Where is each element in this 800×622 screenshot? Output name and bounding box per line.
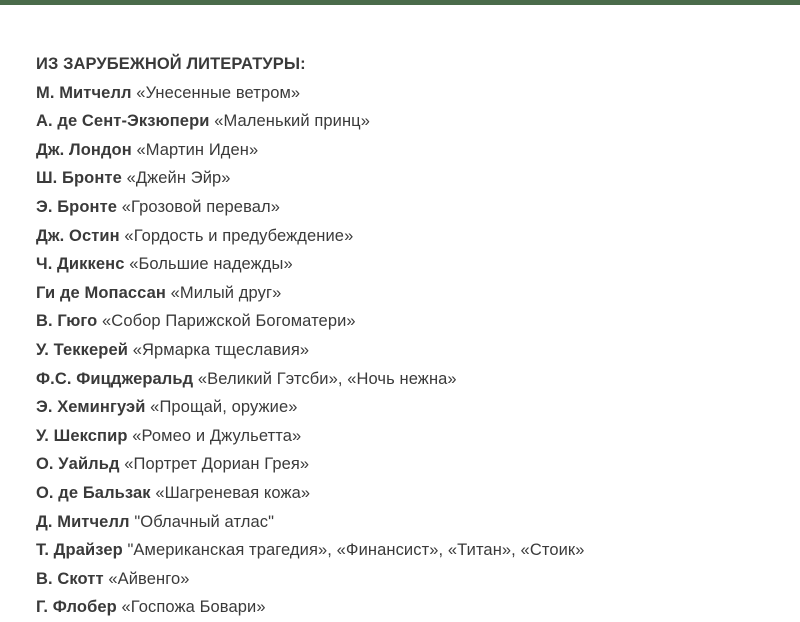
book-title: «Госпожа Бовари»	[121, 598, 266, 617]
book-title: «Джейн Эйр»	[126, 169, 231, 188]
author-name: В. Гюго	[36, 312, 98, 331]
author-name: А. де Сент-Экзюпери	[36, 112, 210, 131]
list-item	[36, 479, 780, 508]
list-item	[36, 565, 780, 594]
book-title: «Унесенные ветром»	[136, 83, 301, 102]
list-item	[36, 336, 780, 365]
author-name: У. Шекспир	[36, 426, 128, 445]
author-name: О. де Бальзак	[36, 483, 151, 502]
book-list	[36, 79, 780, 622]
list-item	[36, 250, 780, 279]
book-title: «Большие надежды»	[129, 255, 293, 274]
author-name: Дж. Остин	[36, 226, 120, 245]
author-name: М. Митчелл	[36, 83, 132, 102]
author-name: Дж. Лондон	[36, 140, 132, 159]
list-item	[36, 508, 780, 537]
author-name: В. Скотт	[36, 569, 104, 588]
book-title: «Собор Парижской Богоматери»	[102, 312, 356, 331]
book-title: «Великий Гэтсби», «Ночь нежна»	[197, 369, 457, 388]
list-item	[36, 365, 780, 394]
author-name: Т. Драйзер	[36, 541, 123, 560]
book-title: «Маленький принц»	[214, 112, 371, 131]
author-name: Ги де Мопассан	[36, 283, 166, 302]
list-item	[36, 307, 780, 336]
list-item	[36, 193, 780, 222]
author-name: Ш. Бронте	[36, 169, 122, 188]
author-name: Ф.С. Фицджеральд	[36, 369, 194, 388]
list-item	[36, 593, 780, 622]
book-title: «Айвенго»	[108, 569, 190, 588]
author-name: Ч. Диккенс	[36, 255, 125, 274]
book-title: "Облачный атлас"	[134, 512, 275, 531]
book-title: «Мартин Иден»	[136, 140, 259, 159]
book-title: «Портрет Дориан Грея»	[124, 455, 310, 474]
list-item	[36, 136, 780, 165]
list-item	[36, 164, 780, 193]
book-title: «Прощай, оружие»	[150, 398, 298, 417]
author-name: Э. Бронте	[36, 197, 118, 216]
section-heading: ИЗ ЗАРУБЕЖНОЙ ЛИТЕРАТУРЫ:	[36, 55, 306, 73]
top-accent-bar	[0, 0, 800, 5]
list-item	[36, 393, 780, 422]
list-item	[36, 107, 780, 136]
author-name: Д. Митчелл	[36, 512, 130, 531]
list-item	[36, 222, 780, 251]
book-title: «Гордость и предубеждение»	[124, 226, 354, 245]
list-item	[36, 450, 780, 479]
author-name: Э. Хемингуэй	[36, 398, 146, 417]
author-name: У. Теккерей	[36, 340, 128, 359]
book-title: «Шагреневая кожа»	[155, 483, 311, 502]
list-item	[36, 79, 780, 108]
book-title: «Милый друг»	[170, 283, 282, 302]
book-title: «Грозовой перевал»	[121, 197, 281, 216]
author-name: О. Уайльд	[36, 455, 120, 474]
author-name: Г. Флобер	[36, 598, 117, 617]
book-title: "Американская трагедия», «Финансист», «Титан», «Стоик»	[127, 541, 585, 560]
list-item	[36, 536, 780, 565]
list-item	[36, 422, 780, 451]
book-title: «Ромео и Джульетта»	[132, 426, 302, 445]
book-title: «Ярмарка тщеславия»	[132, 340, 310, 359]
list-item	[36, 279, 780, 308]
slide-content	[36, 50, 780, 622]
